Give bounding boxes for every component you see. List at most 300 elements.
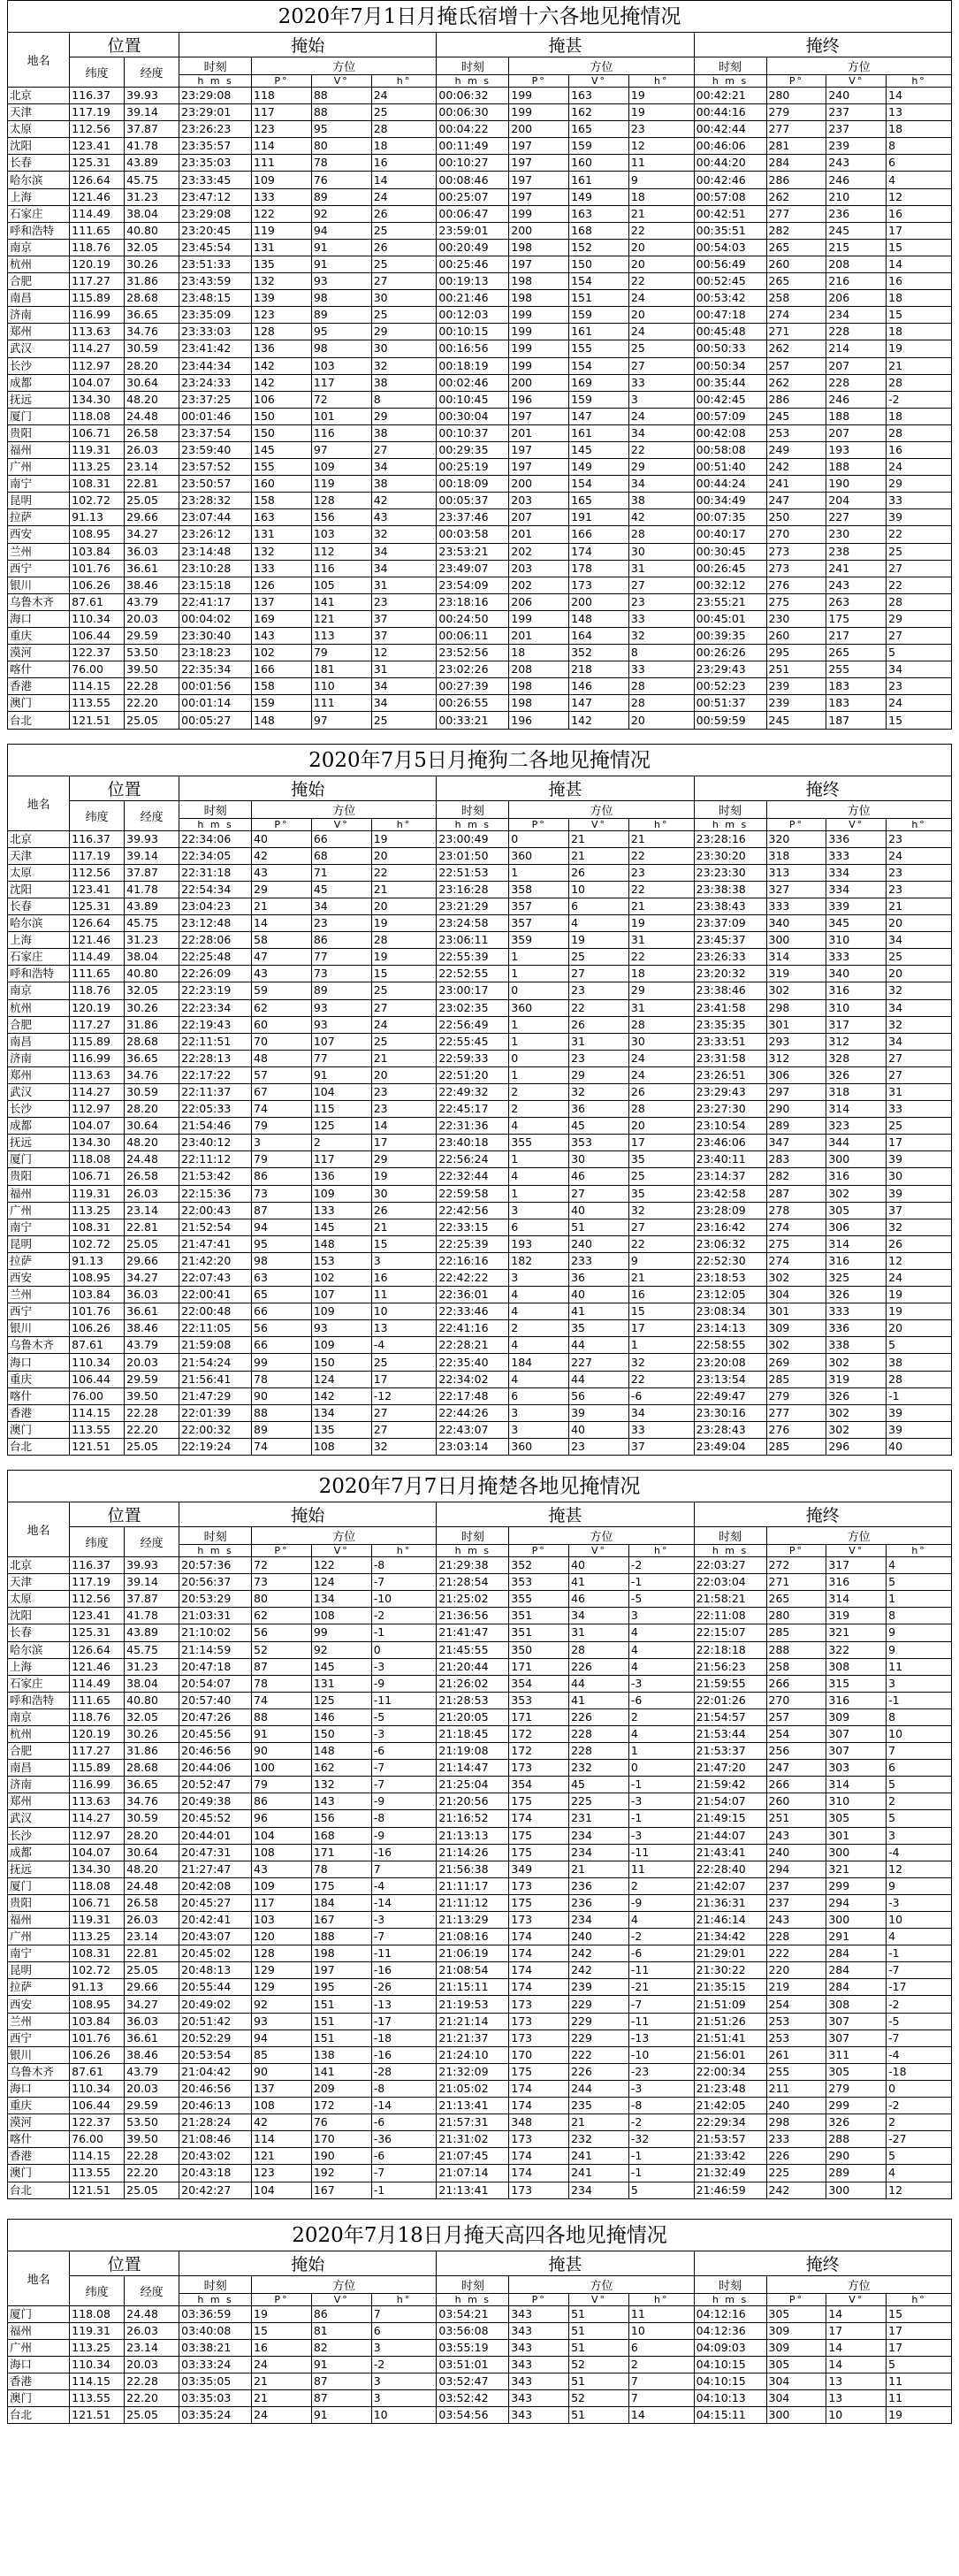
cell-end-p: 222 (766, 1945, 826, 1962)
cell-end-v: 314 (826, 1101, 887, 1118)
cell-end-v: 204 (826, 493, 887, 509)
cell-start-p: 123 (252, 2165, 312, 2182)
cell-mid-v: 159 (569, 138, 629, 155)
cell-end-h: 11 (887, 2373, 952, 2389)
cell-mid-p: 3 (509, 1421, 569, 1438)
cell-mid-v: 30 (569, 1151, 629, 1168)
cell-start-p: 128 (252, 324, 312, 340)
cell-start-h: 30 (371, 290, 437, 307)
table-row (8, 340, 952, 357)
cell-start-p: 143 (252, 628, 312, 645)
cell-start-time: 20:45:27 (179, 1894, 252, 1911)
cell-lat: 36.65 (125, 1050, 179, 1066)
cell-lon: 110.34 (70, 2356, 125, 2373)
cell-mid-time: 21:20:44 (437, 1658, 509, 1675)
cell-mid-v: 162 (569, 104, 629, 121)
cell-lon: 106.71 (70, 1168, 125, 1185)
cell-start-time: 23:29:08 (179, 88, 252, 104)
cell-end-v: 314 (826, 1591, 887, 1608)
cell-end-h: -4 (887, 2046, 952, 2063)
cell-end-p: 281 (766, 138, 826, 155)
cell-end-h: 17 (887, 222, 952, 239)
cell-mid-time: 21:36:56 (437, 1608, 509, 1624)
cell-start-v: 125 (311, 1692, 371, 1708)
cell-end-p: 275 (766, 1235, 826, 1252)
cell-start-h: 38 (371, 424, 437, 441)
cell-start-time: 21:10:02 (179, 1624, 252, 1641)
table-row (8, 121, 952, 138)
cell-end-v: 238 (826, 543, 887, 560)
table-row (8, 1912, 952, 1929)
table-row (8, 678, 952, 695)
cell-lon: 117.19 (70, 847, 125, 864)
cell-start-h: 7 (371, 1861, 437, 1877)
cell-mid-p: 174 (509, 2165, 569, 2182)
cell-start-time: 23:44:34 (179, 357, 252, 374)
header-hms: h m s (694, 2293, 766, 2305)
cell-start-time: 22:11:12 (179, 1151, 252, 1168)
cell-start-h: -14 (371, 2098, 437, 2114)
cell-lat: 39.93 (125, 1557, 179, 1574)
cell-city: 长沙 (8, 357, 70, 374)
cell-mid-time: 22:52:55 (437, 966, 509, 982)
cell-lon: 121.51 (70, 2182, 125, 2198)
cell-start-v: 168 (311, 1827, 371, 1844)
cell-city: 广州 (8, 2339, 70, 2356)
cell-end-h: 12 (887, 1252, 952, 1269)
cell-end-time: 23:55:21 (694, 593, 766, 610)
cell-start-time: 20:57:36 (179, 1557, 252, 1574)
cell-mid-p: 173 (509, 2131, 569, 2148)
header-v: V° (311, 818, 371, 830)
header-h: h° (887, 1545, 952, 1557)
cell-start-time: 20:55:44 (179, 1979, 252, 1996)
cell-mid-h: 4 (628, 1624, 694, 1641)
cell-lat: 28.68 (125, 1033, 179, 1050)
cell-mid-h: 7 (628, 2373, 694, 2389)
cell-lon: 115.89 (70, 1760, 125, 1777)
header-end: 掩终 (694, 1502, 951, 1527)
cell-start-p: 74 (252, 1101, 312, 1118)
cell-end-v: 333 (826, 1303, 887, 1320)
cell-end-time: 21:54:57 (694, 1708, 766, 1725)
table-row (8, 2063, 952, 2080)
header-time: 时刻 (179, 2275, 252, 2293)
cell-mid-v: 35 (569, 1320, 629, 1337)
table-row (8, 256, 952, 272)
cell-start-p: 19 (252, 2305, 312, 2322)
cell-end-p: 333 (766, 898, 826, 914)
cell-end-p: 288 (766, 1641, 826, 1658)
cell-start-time: 00:01:56 (179, 678, 252, 695)
cell-lon: 126.64 (70, 172, 125, 188)
header-name: 地名 (8, 2251, 70, 2305)
cell-end-time: 23:35:35 (694, 1016, 766, 1033)
header-hms: h m s (179, 818, 252, 830)
cell-lon: 108.31 (70, 476, 125, 493)
cell-start-p: 40 (252, 830, 312, 847)
cell-end-p: 278 (766, 1202, 826, 1219)
cell-mid-p: 197 (509, 155, 569, 172)
cell-start-time: 23:15:18 (179, 577, 252, 593)
cell-start-v: 209 (311, 2080, 371, 2097)
cell-start-h: 31 (371, 661, 437, 678)
cell-end-p: 250 (766, 509, 826, 526)
cell-start-time: 23:26:23 (179, 121, 252, 138)
cell-mid-v: 36 (569, 1101, 629, 1118)
cell-start-p: 150 (252, 424, 312, 441)
cell-end-h: 21 (887, 898, 952, 914)
table-title: 2020年7月5日月掩狗二各地见掩情况 (7, 744, 952, 776)
cell-city: 哈尔滨 (8, 1641, 70, 1658)
cell-start-h: 21 (371, 1219, 437, 1235)
cell-start-v: 79 (311, 645, 371, 661)
cell-lon: 113.55 (70, 2165, 125, 2182)
table-row (8, 476, 952, 493)
cell-city: 香港 (8, 1404, 70, 1421)
cell-lon: 125.31 (70, 155, 125, 172)
header-dir: 方位 (766, 57, 952, 75)
cell-mid-v: 41 (569, 1692, 629, 1708)
cell-end-h: 4 (887, 1929, 952, 1945)
cell-mid-time: 21:25:04 (437, 1777, 509, 1793)
cell-mid-time: 00:06:32 (437, 88, 509, 104)
cell-mid-h: 34 (628, 476, 694, 493)
cell-end-v: 307 (826, 1743, 887, 1760)
table-row (8, 2182, 952, 2198)
cell-start-h: 29 (371, 408, 437, 424)
cell-start-p: 79 (252, 1777, 312, 1793)
cell-end-h: 34 (887, 1033, 952, 1050)
cell-start-h: -2 (371, 2356, 437, 2373)
header-time: 时刻 (694, 57, 766, 75)
cell-mid-p: 1 (509, 966, 569, 982)
cell-start-v: 95 (311, 121, 371, 138)
cell-end-h: 19 (887, 340, 952, 357)
cell-city: 杭州 (8, 1725, 70, 1742)
cell-end-p: 243 (766, 1912, 826, 1929)
cell-start-v: 192 (311, 2165, 371, 2182)
cell-start-time: 22:11:37 (179, 1083, 252, 1100)
cell-lon: 134.30 (70, 1861, 125, 1877)
cell-end-h: -27 (887, 2131, 952, 2148)
table-row (8, 695, 952, 712)
cell-end-time: 00:26:26 (694, 645, 766, 661)
cell-start-v: 151 (311, 1996, 371, 2013)
cell-start-h: 25 (371, 256, 437, 272)
cell-lat: 39.14 (125, 1574, 179, 1591)
cell-start-p: 21 (252, 2373, 312, 2389)
cell-end-v: 321 (826, 1861, 887, 1877)
header-v: V° (826, 2293, 887, 2305)
cell-end-h: -18 (887, 2063, 952, 2080)
cell-lat: 26.03 (125, 2322, 179, 2339)
cell-end-time: 04:15:11 (694, 2407, 766, 2424)
cell-start-h: -36 (371, 2131, 437, 2148)
cell-lon: 103.84 (70, 1287, 125, 1303)
cell-start-v: 2 (311, 1135, 371, 1151)
cell-mid-time: 21:07:45 (437, 2148, 509, 2165)
cell-end-time: 00:35:44 (694, 374, 766, 391)
cell-lat: 22.81 (125, 1219, 179, 1235)
cell-start-p: 62 (252, 1608, 312, 1624)
cell-mid-h: 0 (628, 1760, 694, 1777)
cell-lon: 114.49 (70, 205, 125, 222)
cell-city: 天津 (8, 1574, 70, 1591)
cell-lat: 38.46 (125, 2046, 179, 2063)
cell-mid-time: 23:40:18 (437, 1135, 509, 1151)
cell-mid-v: 236 (569, 1877, 629, 1894)
cell-end-v: 207 (826, 357, 887, 374)
cell-mid-v: 146 (569, 678, 629, 695)
cell-end-h: 23 (887, 830, 952, 847)
cell-city: 福州 (8, 441, 70, 458)
cell-end-v: 344 (826, 1135, 887, 1151)
cell-lon: 113.55 (70, 695, 125, 712)
cell-mid-p: 2 (509, 1320, 569, 1337)
cell-mid-h: -9 (628, 1894, 694, 1911)
cell-mid-p: 355 (509, 1135, 569, 1151)
cell-start-time: 20:42:08 (179, 1877, 252, 1894)
cell-end-h: 28 (887, 424, 952, 441)
cell-mid-time: 21:11:17 (437, 1877, 509, 1894)
header-hms: h m s (179, 1545, 252, 1557)
cell-mid-time: 22:31:36 (437, 1118, 509, 1135)
cell-mid-h: 21 (628, 205, 694, 222)
cell-lat: 48.20 (125, 1861, 179, 1877)
cell-start-h: 13 (371, 1320, 437, 1337)
cell-end-time: 23:23:30 (694, 864, 766, 881)
cell-end-time: 23:20:32 (694, 966, 766, 982)
header-hms: h m s (694, 75, 766, 88)
cell-lat: 34.76 (125, 1066, 179, 1083)
cell-mid-p: 4 (509, 1118, 569, 1135)
cell-start-v: 88 (311, 104, 371, 121)
cell-start-h: 29 (371, 1151, 437, 1168)
cell-end-p: 253 (766, 424, 826, 441)
cell-start-p: 58 (252, 932, 312, 949)
cell-end-h: 37 (887, 1202, 952, 1219)
cell-mid-h: 5 (628, 2182, 694, 2198)
cell-start-v: 122 (311, 1557, 371, 1574)
cell-lat: 26.58 (125, 424, 179, 441)
cell-end-v: 13 (826, 2390, 887, 2407)
cell-end-h: 14 (887, 88, 952, 104)
cell-end-time: 21:54:07 (694, 1793, 766, 1810)
cell-end-v: 302 (826, 1354, 887, 1371)
table-row (8, 1438, 952, 1455)
table-row (8, 2080, 952, 2097)
cell-mid-h: 35 (628, 1151, 694, 1168)
cell-mid-v: 234 (569, 1844, 629, 1861)
cell-start-p: 158 (252, 493, 312, 509)
cell-end-h: 8 (887, 1608, 952, 1624)
cell-end-p: 269 (766, 1354, 826, 1371)
cell-lon: 114.27 (70, 1083, 125, 1100)
cell-mid-time: 21:15:11 (437, 1979, 509, 1996)
cell-end-v: 175 (826, 610, 887, 627)
cell-lat: 34.27 (125, 1996, 179, 2013)
cell-start-h: -13 (371, 1996, 437, 2013)
cell-mid-time: 21:06:19 (437, 1945, 509, 1962)
cell-mid-time: 21:11:12 (437, 1894, 509, 1911)
header-start: 掩始 (179, 1502, 437, 1527)
cell-end-p: 242 (766, 459, 826, 476)
cell-lat: 22.20 (125, 695, 179, 712)
cell-end-h: 24 (887, 847, 952, 864)
cell-mid-p: 3 (509, 1404, 569, 1421)
cell-end-v: 312 (826, 1033, 887, 1050)
cell-end-v: 246 (826, 172, 887, 188)
cell-start-h: 43 (371, 509, 437, 526)
cell-end-v: 290 (826, 2148, 887, 2165)
cell-start-time: 23:50:57 (179, 476, 252, 493)
cell-mid-h: 25 (628, 1168, 694, 1185)
cell-lat: 36.61 (125, 2029, 179, 2046)
cell-start-time: 23:30:40 (179, 628, 252, 645)
cell-start-v: 171 (311, 1844, 371, 1861)
cell-start-v: 88 (311, 88, 371, 104)
cell-end-time: 21:47:20 (694, 1760, 766, 1777)
cell-end-h: 3 (887, 1675, 952, 1692)
table-row (8, 1945, 952, 1962)
cell-mid-h: 33 (628, 374, 694, 391)
cell-mid-time: 21:28:53 (437, 1692, 509, 1708)
cell-end-time: 23:10:54 (694, 1118, 766, 1135)
table-row (8, 2305, 952, 2322)
cell-start-h: 27 (371, 273, 437, 290)
cell-city: 香港 (8, 2148, 70, 2165)
cell-lon: 116.99 (70, 1777, 125, 1793)
cell-lon: 113.55 (70, 1421, 125, 1438)
cell-start-v: 98 (311, 340, 371, 357)
cell-city: 广州 (8, 459, 70, 476)
cell-start-p: 74 (252, 1692, 312, 1708)
cell-end-h: 14 (887, 256, 952, 272)
cell-city: 贵阳 (8, 1894, 70, 1911)
cell-end-time: 04:10:15 (694, 2373, 766, 2389)
cell-end-h: 11 (887, 1658, 952, 1675)
table-row (8, 1692, 952, 1708)
cell-mid-time: 21:13:41 (437, 2098, 509, 2114)
cell-mid-time: 22:51:53 (437, 864, 509, 881)
cell-mid-h: 32 (628, 1354, 694, 1371)
cell-end-h: 2 (887, 2114, 952, 2131)
cell-start-h: 8 (371, 391, 437, 408)
cell-mid-time: 21:14:47 (437, 1760, 509, 1777)
cell-start-time: 20:54:07 (179, 1675, 252, 1692)
cell-end-h: -2 (887, 1996, 952, 2013)
cell-mid-h: 33 (628, 610, 694, 627)
table-row (8, 966, 952, 982)
header-name: 地名 (8, 1502, 70, 1557)
cell-end-v: 288 (826, 2131, 887, 2148)
table-row (8, 1894, 952, 1911)
cell-end-time: 00:52:45 (694, 273, 766, 290)
cell-start-time: 00:01:46 (179, 408, 252, 424)
table-row (8, 1557, 952, 1574)
cell-mid-time: 21:21:14 (437, 2013, 509, 2029)
cell-mid-p: 4 (509, 1337, 569, 1354)
cell-end-p: 301 (766, 1303, 826, 1320)
header-h: h° (371, 75, 437, 88)
cell-start-p: 108 (252, 2098, 312, 2114)
cell-end-time: 00:44:24 (694, 476, 766, 493)
cell-city: 福州 (8, 2322, 70, 2339)
cell-start-time: 23:57:52 (179, 459, 252, 476)
header-dir: 方位 (252, 800, 437, 818)
cell-mid-time: 22:17:48 (437, 1387, 509, 1404)
cell-end-p: 304 (766, 2373, 826, 2389)
cell-start-time: 21:53:42 (179, 1168, 252, 1185)
cell-mid-p: 358 (509, 881, 569, 898)
cell-lon: 112.97 (70, 357, 125, 374)
cell-city: 贵阳 (8, 1168, 70, 1185)
cell-mid-p: 173 (509, 1996, 569, 2013)
cell-start-p: 117 (252, 1894, 312, 1911)
cell-mid-v: 19 (569, 932, 629, 949)
cell-mid-time: 23:37:46 (437, 509, 509, 526)
cell-mid-h: 17 (628, 1320, 694, 1337)
cell-start-time: 20:43:02 (179, 2148, 252, 2165)
cell-start-v: 95 (311, 324, 371, 340)
cell-end-h: 18 (887, 290, 952, 307)
cell-mid-time: 21:08:16 (437, 1929, 509, 1945)
cell-end-h: 34 (887, 999, 952, 1016)
cell-end-time: 21:42:07 (694, 1877, 766, 1894)
cell-mid-v: 227 (569, 1354, 629, 1371)
header-p: P° (509, 75, 569, 88)
cell-mid-time: 21:14:26 (437, 1844, 509, 1861)
cell-end-time: 22:15:07 (694, 1624, 766, 1641)
cell-mid-v: 27 (569, 1185, 629, 1202)
cell-end-v: 316 (826, 982, 887, 999)
cell-mid-p: 174 (509, 1929, 569, 1945)
cell-mid-h: -23 (628, 2063, 694, 2080)
cell-end-v: 214 (826, 340, 887, 357)
cell-end-p: 327 (766, 881, 826, 898)
cell-lat: 31.86 (125, 273, 179, 290)
cell-start-v: 97 (311, 441, 371, 458)
cell-start-v: 103 (311, 357, 371, 374)
header-h: h° (371, 2293, 437, 2305)
cell-mid-h: -1 (628, 2148, 694, 2165)
table-row (8, 1962, 952, 1979)
cell-start-p: 60 (252, 1016, 312, 1033)
cell-lon: 125.31 (70, 1624, 125, 1641)
cell-start-time: 22:01:39 (179, 1404, 252, 1421)
cell-end-time: 23:33:51 (694, 1033, 766, 1050)
cell-lat: 48.20 (125, 391, 179, 408)
cell-mid-v: 147 (569, 695, 629, 712)
cell-mid-time: 21:26:02 (437, 1675, 509, 1692)
cell-end-p: 290 (766, 1101, 826, 1118)
cell-end-p: 273 (766, 543, 826, 560)
header-hms: h m s (437, 818, 509, 830)
cell-city: 南宁 (8, 1219, 70, 1235)
cell-end-v: 239 (826, 138, 887, 155)
header-h: h° (887, 2293, 952, 2305)
cell-mid-p: 343 (509, 2356, 569, 2373)
cell-lat: 25.05 (125, 2407, 179, 2424)
cell-end-time: 21:32:49 (694, 2165, 766, 2182)
cell-end-h: 5 (887, 1574, 952, 1591)
cell-start-v: 188 (311, 1929, 371, 1945)
table-row (8, 1219, 952, 1235)
cell-mid-p: 174 (509, 1810, 569, 1827)
cell-lat: 40.80 (125, 222, 179, 239)
cell-lon: 126.64 (70, 1641, 125, 1658)
